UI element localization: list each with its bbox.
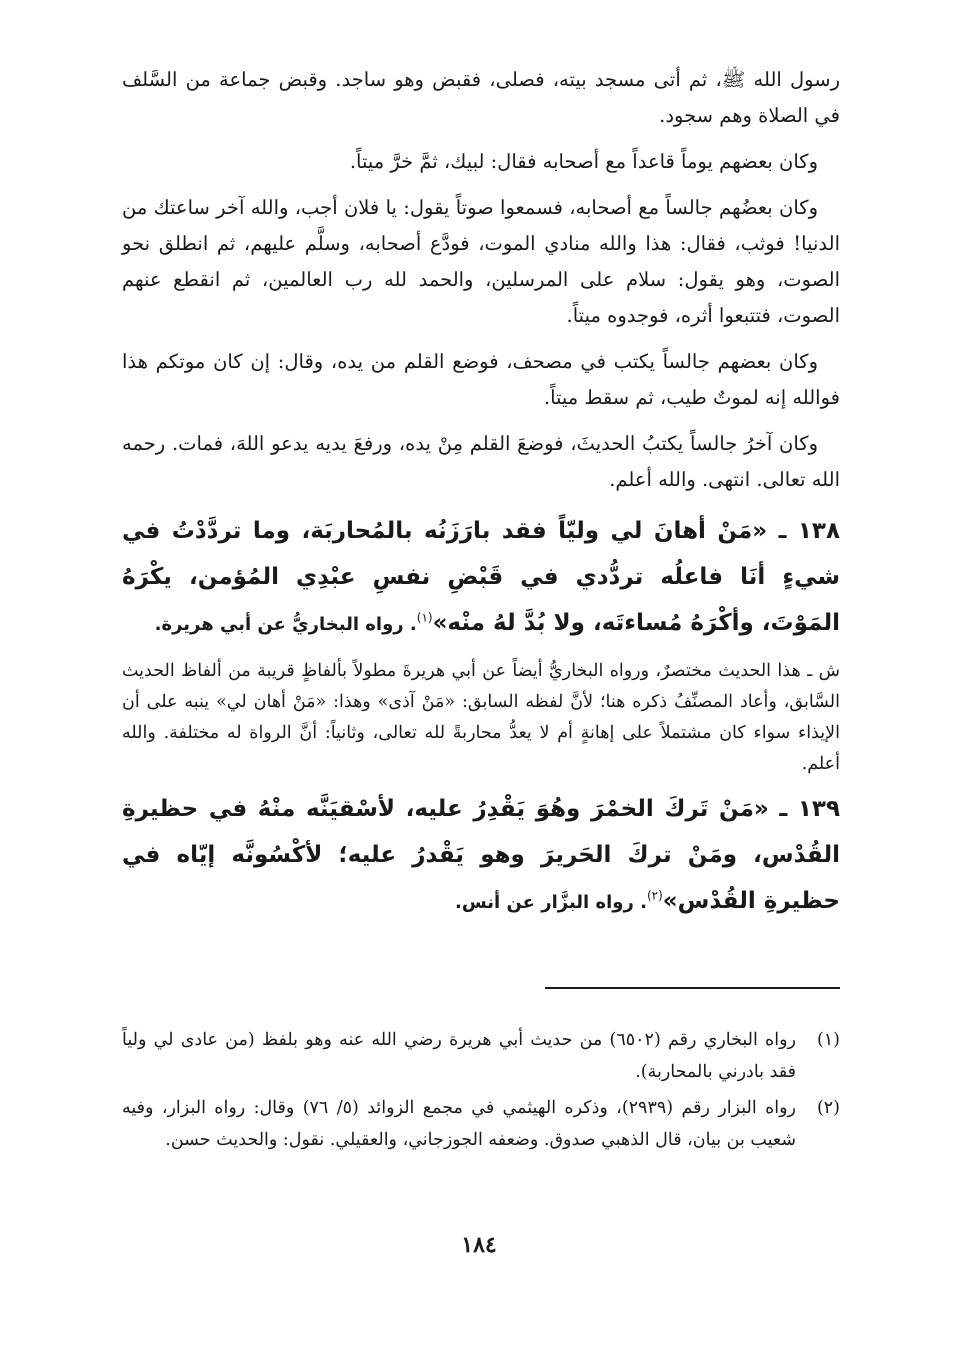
hadith-138 — [122, 508, 840, 648]
footnote-1-number: (١) — [816, 1030, 840, 1050]
hadith-139 — [122, 786, 840, 926]
footnote-1-text: رواه البخاري رقم (٦٥٠٢) من حديث أبي هريرة رضي الله عنه وهو بلفظ (من عادى لي ولياً فقد بادرني بالمحاربة). — [122, 1030, 796, 1082]
footnote-divider — [545, 987, 840, 989]
paragraph-story-4: وكان آخرُ جالساً يكتبُ الحديثَ، فوضعَ القلم مِنْ يده، ورفعَ يديه يدعو اللهَ، فمات. رحمه الله تعالى. انتهى. والله أعلم. — [122, 432, 840, 491]
paragraph-story-1: وكان بعضهم يوماً قاعداً مع أصحابه فقال: لبيك، ثمَّ خرَّ ميتاً. — [349, 150, 818, 173]
hadith-138-text: ١٣٨ ـ «مَنْ أهانَ لي وليّاً فقد بارَزَنُه بالمُحاربَة، وما تردَّدْتُ في شيءٍ أنَا فاعلُه تردُّدي في قَبْضِ نفسِ عبْدِي المُؤمن، يكْرَهُ المَوْتَ، وأكْرَهُ مُساءتَه، ولا بُدَّ لهُ منْه» — [122, 518, 840, 636]
hadith-139-footnote-ref[interactable]: (٢) — [646, 888, 663, 903]
footnote-1 — [122, 1024, 840, 1088]
commentary-138: ش ـ هذا الحديث مختصرٌ، ورواه البخاريُّ أيضاً عن أبي هريرةَ مطولاً بألفاظٍ قريبة من ألفاظ الحديث السَّابق، وأعاد المصنِّفُ ذكره هنا؛ لأنَّ لفظه السابق: «مَنْ آذى» وهذا: «مَنْ أهان لي» ينبه على أن الإيذاء سواء كان مشتملاً على إهانةٍ أم لا يعدُّ محاربةً لله تعالى، وثانياً: أنَّ الرواة له مختلفة. والله أعلم. — [122, 661, 840, 774]
footnote-2-number: (٢) — [816, 1098, 840, 1118]
hadith-138-footnote-ref[interactable]: (١) — [416, 610, 433, 625]
hadith-139-source: . رواه البزَّار عن أنس. — [454, 892, 647, 913]
footnote-2-text: رواه البزار رقم (٢٩٣٩)، وذكره الهيثمي في مجمع الزوائد (٥/ ٧٦) وقال: رواه البزار، وفيه شعيب بن بيان، قال الذهبي صدوق. وضعفه الجوزجاني، والعقيلي. نقول: والحديث حسن. — [122, 1098, 797, 1150]
hadith-138-source: . رواه البخاريُّ عن أبي هريرة. — [154, 614, 417, 635]
footnotes — [122, 1024, 840, 1160]
page-body — [122, 62, 840, 934]
paragraph-story-3: وكان بعضهم جالساً يكتب في مصحف، فوضع القلم من يده، وقال: إن كان موتكم هذا فوالله إنه لموتٌ طيب، ثم سقط ميتاً. — [122, 350, 840, 409]
paragraph-opening: رسول الله ﷺ، ثم أتى مسجد بيته، فصلى، فقبض وهو ساجد. وقبض جماعة من السَّلف في الصلاة وهم سجود. — [122, 68, 840, 127]
footnote-2 — [122, 1092, 840, 1156]
hadith-139-text: ١٣٩ ـ «مَنْ تَركَ الخمْرَ وهُوَ يَقْدِرُ عليه، لأسْقيَنَّه منْهُ في حظيرةِ القُدْس، ومَنْ تركَ الحَريرَ وهو يَقْدرُ عليه؛ لأكْسُونَّه إيّاه في حظيرةِ القُدْس» — [122, 796, 840, 914]
page-number: ١٨٤ — [461, 1232, 497, 1258]
paragraph-story-2: وكان بعضُهم جالساً مع أصحابه، فسمعوا صوتاً يقول: يا فلان أجب، والله آخر ساعتك من الدنيا! فوثب، فقال: هذا والله منادي الموت، فودَّع أصحابه، وسلَّم عليهم، ثم انطلق نحو الصوت، وهو يقول: سلام على المرسلين، والحمد لله رب العالمين، ثم انقطع عنهم الصوت، فتتبعوا أثره، فوجدوه ميتاً. — [122, 196, 840, 327]
